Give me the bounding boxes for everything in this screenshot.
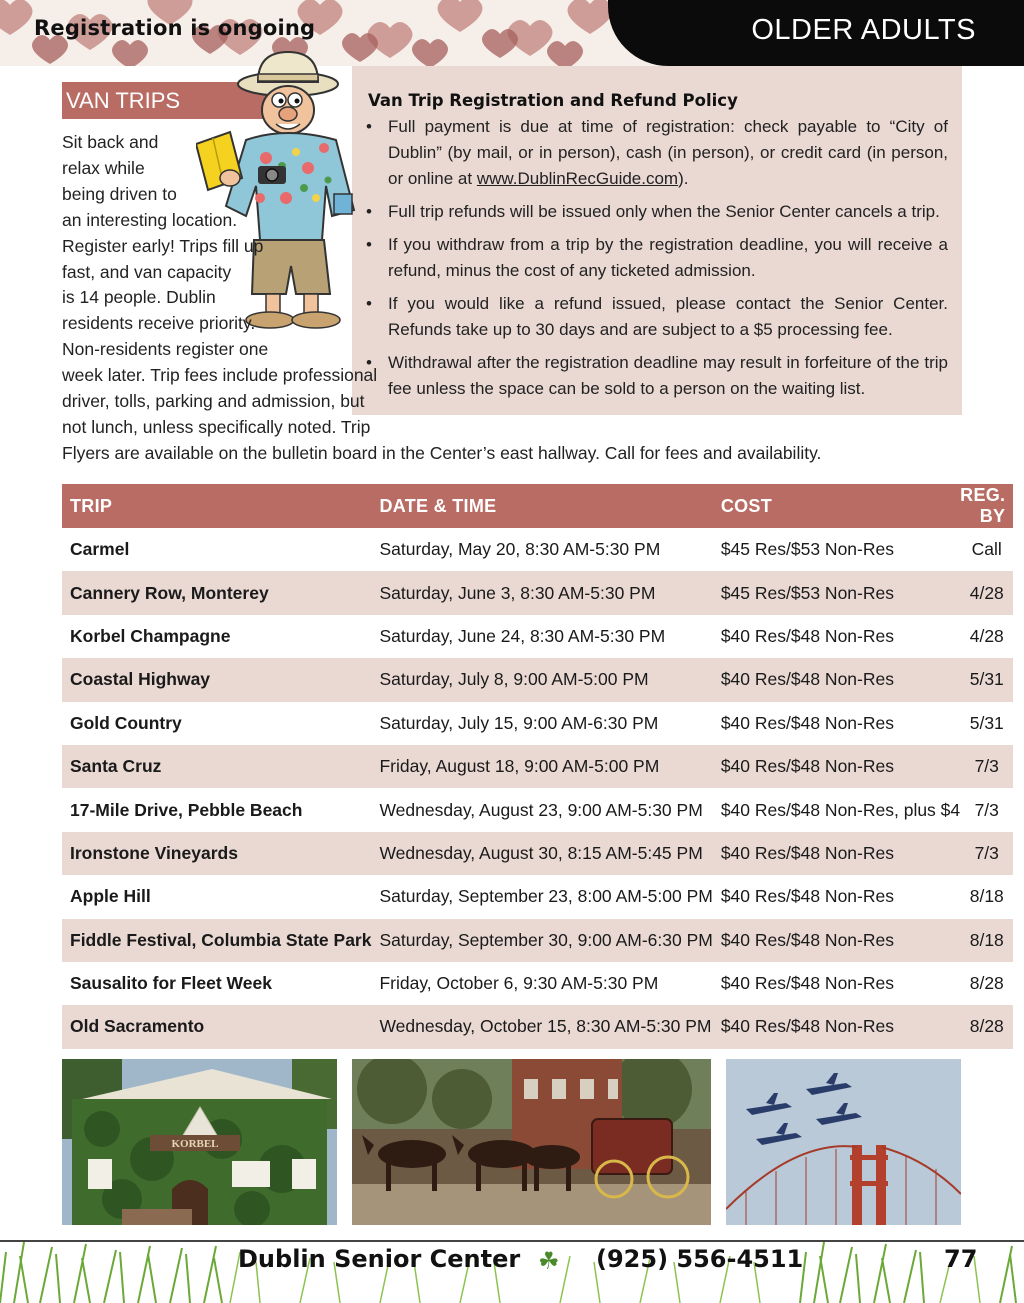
korbel-sign-text: KORBEL (171, 1138, 219, 1150)
table-row (62, 528, 1013, 571)
trip-date-time: Wednesday, August 23, 9:00 AM-5:30 PM (379, 799, 703, 820)
intro-line: Non-residents register one (62, 339, 269, 360)
trip-date-time: Wednesday, August 30, 8:15 AM-5:45 PM (371, 832, 712, 875)
trip-schedule-table (62, 484, 1013, 1049)
trip-reg-by: Call (971, 539, 1002, 560)
table-row (62, 962, 1013, 1005)
intro-line: Sit back and (62, 132, 159, 152)
footer-phone: (925) 556-4511 (596, 1245, 804, 1273)
policy-item-payment-end: ). (678, 169, 689, 188)
trip-name: Coastal Highway (62, 658, 371, 701)
table-row (62, 1005, 1013, 1048)
table-row (62, 919, 1013, 962)
trip-reg-by: 4/28 (969, 625, 1004, 646)
trip-name: Sausalito for Fleet Week (70, 973, 272, 994)
trip-date-time: Saturday, July 15, 9:00 AM-6:30 PM (379, 712, 659, 733)
trip-reg-by: 7/3 (960, 745, 1013, 788)
header-reg-by: REG. BY (960, 484, 1013, 528)
clover-icon: ☘ (538, 1248, 560, 1275)
intro-line: an interesting location. (62, 209, 238, 230)
table-row (62, 658, 1013, 701)
footer-center-name: Dublin Senior Center (238, 1245, 521, 1273)
footer-divider (0, 1240, 1024, 1242)
table-row (62, 745, 1013, 788)
trip-table-body (62, 528, 1013, 1049)
trip-reg-by: 5/31 (969, 712, 1004, 733)
trip-reg-by: 8/28 (960, 1005, 1013, 1048)
trip-date-time: Wednesday, October 15, 8:30 AM-5:30 PM (371, 1005, 712, 1048)
trip-name: Santa Cruz (62, 745, 371, 788)
trip-name: Cannery Row, Monterey (62, 571, 371, 614)
policy-item-full-refunds: • Full trip refunds will be issued only when the Senior Center cancels a trip. (366, 199, 948, 225)
trip-reg-by: 8/18 (960, 919, 1013, 962)
trip-cost: $45 Res/$53 Non-Res (720, 539, 894, 560)
page-number: 77 (944, 1245, 978, 1273)
trip-cost: $45 Res/$53 Non-Res (713, 571, 960, 614)
header-date-time: DATE & TIME (371, 484, 712, 528)
trip-date-time: Friday, October 6, 9:30 AM-5:30 PM (379, 973, 659, 994)
dublin-rec-guide-link[interactable]: www.DublinRecGuide.com (476, 169, 679, 188)
policy-item-payment-text: Full payment is due at time of registration: check payable to “City of Dublin” (by mail, or in person), cash (in person), or credit card (in person, or online at (388, 117, 948, 188)
trip-name: Ironstone Vineyards (62, 832, 371, 875)
table-row (62, 702, 1013, 745)
trip-reg-by: 8/28 (969, 973, 1004, 994)
intro-line: Flyers are available on the bulletin board in the Center’s east hallway. Call for fees and availability. (62, 442, 822, 463)
trip-name: Apple Hill (70, 886, 151, 907)
table-row (62, 832, 1013, 875)
trip-reg-by: 7/3 (960, 832, 1013, 875)
trip-date-time: Saturday, May 20, 8:30 AM-5:30 PM (379, 539, 661, 560)
table-row (62, 788, 1013, 831)
registration-note: Registration is ongoing (34, 16, 316, 40)
policy-title: Van Trip Registration and Refund Policy (368, 91, 738, 110)
trip-cost: $40 Res/$48 Non-Res (713, 658, 960, 701)
trip-name: Gold Country (70, 712, 182, 733)
trip-date-time: Saturday, July 8, 9:00 AM-5:00 PM (371, 658, 712, 701)
trip-cost: $40 Res/$48 Non-Res (713, 745, 960, 788)
trip-cost: $40 Res/$48 Non-Res, plus $4 (720, 799, 961, 820)
blue-angels-golden-gate-photo (726, 1059, 961, 1225)
trip-reg-by: 7/3 (974, 799, 999, 820)
trip-cost: $40 Res/$48 Non-Res (720, 712, 894, 733)
trip-name: 17-Mile Drive, Pebble Beach (70, 799, 303, 820)
header-cost: COST (713, 484, 960, 528)
trip-name: Old Sacramento (62, 1005, 371, 1048)
policy-item-refund-request: • If you would like a refund issued, please contact the Senior Center. Refunds take up to 30 days and are subject to a $5 processing fee. (366, 291, 948, 343)
trip-cost: $40 Res/$48 Non-Res (720, 625, 894, 646)
intro-line: week later. Trip fees include professional (62, 365, 378, 386)
trip-date-time: Saturday, September 30, 9:00 AM-6:30 PM (371, 919, 712, 962)
intro-line: not lunch, unless specifically noted. Trip (62, 416, 371, 437)
trip-reg-by: 8/18 (969, 886, 1004, 907)
header-trip: TRIP (62, 484, 371, 528)
trip-cost: $40 Res/$48 Non-Res (720, 973, 894, 994)
trip-date-time: Friday, August 18, 9:00 AM-5:00 PM (371, 745, 712, 788)
table-row (62, 571, 1013, 614)
trip-name: Fiddle Festival, Columbia State Park (62, 919, 371, 962)
trip-cost: $40 Res/$48 Non-Res (713, 919, 960, 962)
section-title: OLDER ADULTS (751, 14, 976, 46)
trip-date-time: Saturday, September 23, 8:00 AM-5:00 PM (379, 886, 713, 907)
table-row (62, 615, 1013, 658)
stagecoach-photo (352, 1059, 711, 1225)
table-header-row (62, 484, 1013, 528)
intro-line: driver, tolls, parking and admission, but (62, 391, 365, 412)
trip-date-time: Saturday, June 24, 8:30 AM-5:30 PM (379, 625, 666, 646)
policy-item-withdraw: • If you withdraw from a trip by the registration deadline, you will receive a refund, minus the cost of any ticketed admission. (366, 232, 948, 284)
trip-name: Korbel Champagne (70, 625, 231, 646)
trip-name: Carmel (70, 539, 130, 560)
table-row (62, 875, 1013, 918)
trip-date-time: Saturday, June 3, 8:30 AM-5:30 PM (371, 571, 712, 614)
van-trips-heading: VAN TRIPS (62, 82, 284, 119)
intro-line: relax while (62, 157, 145, 178)
intro-line: is 14 people. Dublin (62, 287, 216, 308)
policy-item-forfeiture: • Withdrawal after the registration deadline may result in forfeiture of the trip fee unless the space can be sold to a person on the waiting list. (366, 350, 948, 402)
page-header (0, 0, 1024, 66)
intro-line: fast, and van capacity (62, 261, 232, 282)
trip-cost: $40 Res/$48 Non-Res (713, 832, 960, 875)
intro-line: residents receive priority. (62, 313, 256, 334)
trip-cost: $40 Res/$48 Non-Res (720, 886, 894, 907)
intro-line: Register early! Trips fill up (62, 235, 264, 256)
trip-reg-by: 5/31 (960, 658, 1013, 701)
korbel-winery-photo (62, 1059, 337, 1225)
trip-reg-by: 4/28 (960, 571, 1013, 614)
trip-cost: $40 Res/$48 Non-Res (713, 1005, 960, 1048)
intro-line: being driven to (62, 183, 177, 204)
